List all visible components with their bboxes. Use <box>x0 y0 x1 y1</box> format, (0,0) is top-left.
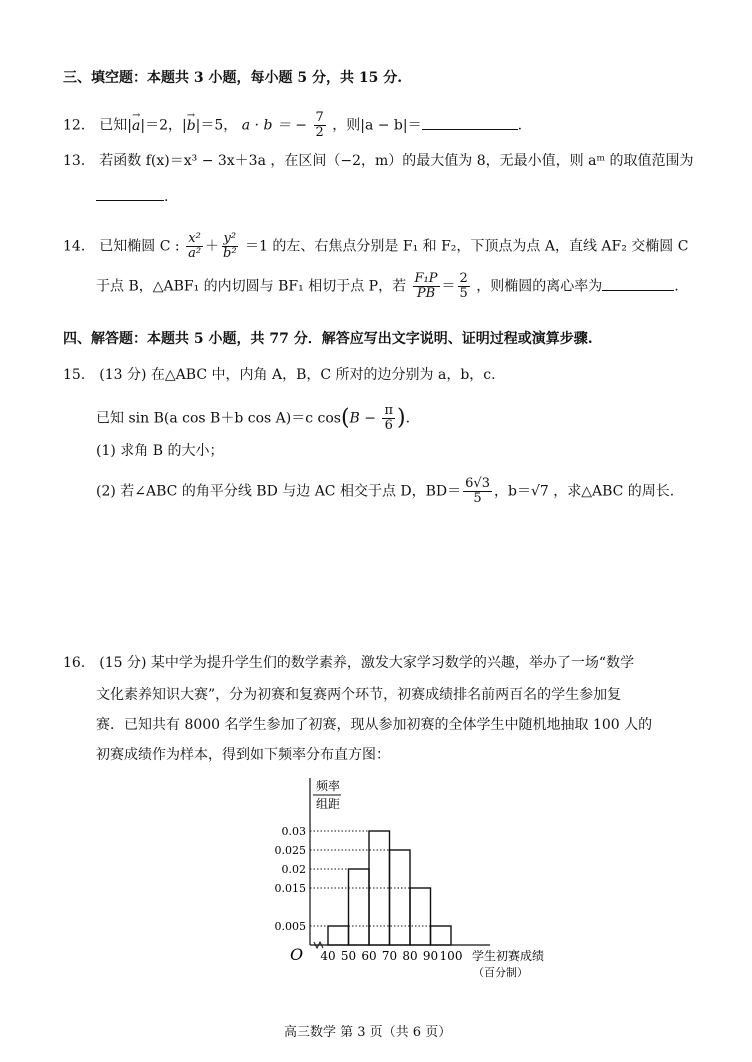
fraction-pi-6 <box>382 404 395 433</box>
frac-den: PB <box>416 286 436 301</box>
q14-pre: 已知椭圆 C : <box>99 238 180 255</box>
question-16 <box>63 654 634 672</box>
question-16-line2: 文化素养知识大赛”，分为初赛和复赛两个环节，初赛成绩排名前两百名的学生参加复 <box>96 687 622 703</box>
question-13-line2 <box>96 188 168 206</box>
q14-line2-tail: ，则椭圆的离心率为 <box>476 278 603 295</box>
y-label-top: 频率 <box>316 779 341 793</box>
q14-eq: ＝ <box>441 278 456 295</box>
section-3-heading: 三、填空题：本题共 3 小题，每小题 5 分，共 15 分. <box>63 70 403 86</box>
frac-num: 7 <box>315 110 324 125</box>
y-tick-label: 0.02 <box>281 863 306 876</box>
vector-b: → b <box>187 117 196 135</box>
answer-blank <box>96 200 164 201</box>
x-tick-label: 40 <box>320 949 336 963</box>
answer-blank <box>602 290 674 291</box>
q12-eq-b: |＝5， <box>195 117 238 134</box>
q14-end: . <box>674 278 679 295</box>
frac-den: 2 <box>315 125 324 140</box>
q16-line1: (15 分) 某中学为提升学生们的数学素养，激发大家学习数学的兴趣，举办了一场“数学 <box>99 655 635 671</box>
question-14 <box>63 232 688 261</box>
question-16-line4: 初赛成绩作为样本，得到如下频率分布直方图： <box>96 747 390 763</box>
fraction-x2-a2 <box>186 232 203 261</box>
q13-line1: 若函数 f(x)＝x³ − 3x＋3a ，在区间（−2，m）的最大值为 8，无最小值，则 aᵐ 的取值范围为 <box>99 153 694 169</box>
frac-num: 6√3 <box>465 476 490 491</box>
histogram-bar <box>390 850 411 945</box>
histogram-bar <box>349 869 370 945</box>
frac-num: 2 <box>459 271 468 286</box>
question-16-line3: 赛．已知共有 8000 名学生参加了初赛，现从参加初赛的全体学生中随机地抽取 100 人的 <box>96 717 653 733</box>
y-tick-label: 0.005 <box>274 920 306 933</box>
x-tick-label: 50 <box>340 949 357 963</box>
fraction-bd <box>463 477 492 506</box>
question-number: 12． <box>63 117 95 134</box>
frac-den: b² <box>223 246 237 261</box>
x-axis-label: 学生初赛成绩 <box>472 949 545 963</box>
frac-num: x² <box>188 231 201 246</box>
frac-num: F₁P <box>414 271 438 286</box>
q15-sub2-mid: ，b＝√7 ，求△ABC 的周长. <box>493 483 675 500</box>
question-number: 14． <box>63 238 95 255</box>
histogram-bar <box>431 926 452 945</box>
fraction-f1p-pb <box>413 272 440 301</box>
x-tick-label: 60 <box>361 949 377 963</box>
q14-plus: ＋ <box>205 238 220 255</box>
q15-line1: (13 分) 在△ABC 中，内角 A，B，C 所对的边分别为 a，b，c. <box>99 367 496 383</box>
origin-label: O <box>290 945 304 964</box>
x-tick-label: 80 <box>402 949 418 963</box>
y-label-bottom: 组距 <box>316 797 341 811</box>
x-tick-label: 100 <box>439 949 463 963</box>
histogram-bar <box>410 888 431 945</box>
question-15-part-1: (1) 求角 B 的大小； <box>96 443 224 459</box>
vector-a: → a <box>132 117 140 135</box>
x-tick-label: 90 <box>422 949 439 963</box>
q12-text-a: 已知| <box>99 117 132 134</box>
axis-break-mark <box>314 942 323 948</box>
question-number: 16． <box>63 655 95 671</box>
q12-end: . <box>517 117 523 134</box>
q15-line2-pre: 已知 sin B(a cos B＋b cos A)＝c cos <box>96 410 341 427</box>
question-15 <box>63 366 496 384</box>
fraction-y2-b2 <box>221 232 239 261</box>
x-axis-unit: （百分制） <box>473 966 528 979</box>
y-tick-label: 0.015 <box>274 882 306 895</box>
q15-sub2-pre: (2) 若∠ABC 的角平分线 BD 与边 AC 相交于点 D，BD＝ <box>96 483 462 500</box>
histogram-bar <box>328 926 349 945</box>
y-tick-label: 0.03 <box>281 825 306 838</box>
fraction-7-2 <box>314 111 326 140</box>
question-15-part-2 <box>96 477 674 506</box>
left-paren: ( <box>340 405 350 431</box>
q14-line1-tail: ＝1 的左、右焦点分别是 F₁ 和 F₂，下顶点为点 A，直线 AF₂ 交椭圆 C <box>245 238 689 255</box>
y-tick-label: 0.025 <box>274 844 306 857</box>
frac-den: a² <box>188 246 202 261</box>
question-number: 13． <box>63 153 95 169</box>
histogram-bar <box>369 831 390 945</box>
right-paren: ) <box>397 405 406 431</box>
question-number: 15． <box>63 367 95 383</box>
frac-num: y² <box>223 231 237 246</box>
x-tick-label: 70 <box>381 949 398 963</box>
q15-line2-end: . <box>405 410 411 427</box>
q12-eq-a: |＝2，| <box>140 117 187 134</box>
question-12 <box>63 111 522 140</box>
question-13 <box>63 152 693 170</box>
section-4-heading: 四、解答题：本题共 5 小题，共 77 分．解答应写出文字说明、证明过程或演算步骤. <box>63 331 593 347</box>
frac-den: 5 <box>473 491 482 506</box>
fraction-2-5 <box>458 272 470 301</box>
q12-tail: ，则|a − b|＝ <box>332 117 422 134</box>
answer-blank <box>422 129 518 130</box>
question-15-condition <box>96 404 410 433</box>
frac-den: 6 <box>384 418 393 433</box>
page-footer: 高三数学 第 3 页（共 6 页） <box>284 1025 452 1040</box>
q15-paren-inner: B − <box>349 410 381 427</box>
q13-end: . <box>164 189 169 205</box>
frac-num: π <box>384 403 394 418</box>
q12-dot: a · b ＝ − <box>241 117 308 134</box>
q14-line2-pre: 于点 B，△ABF₁ 的内切圆与 BF₁ 相切于点 P，若 <box>96 278 407 295</box>
frac-den: 5 <box>459 286 468 301</box>
question-14-line2 <box>96 272 679 301</box>
